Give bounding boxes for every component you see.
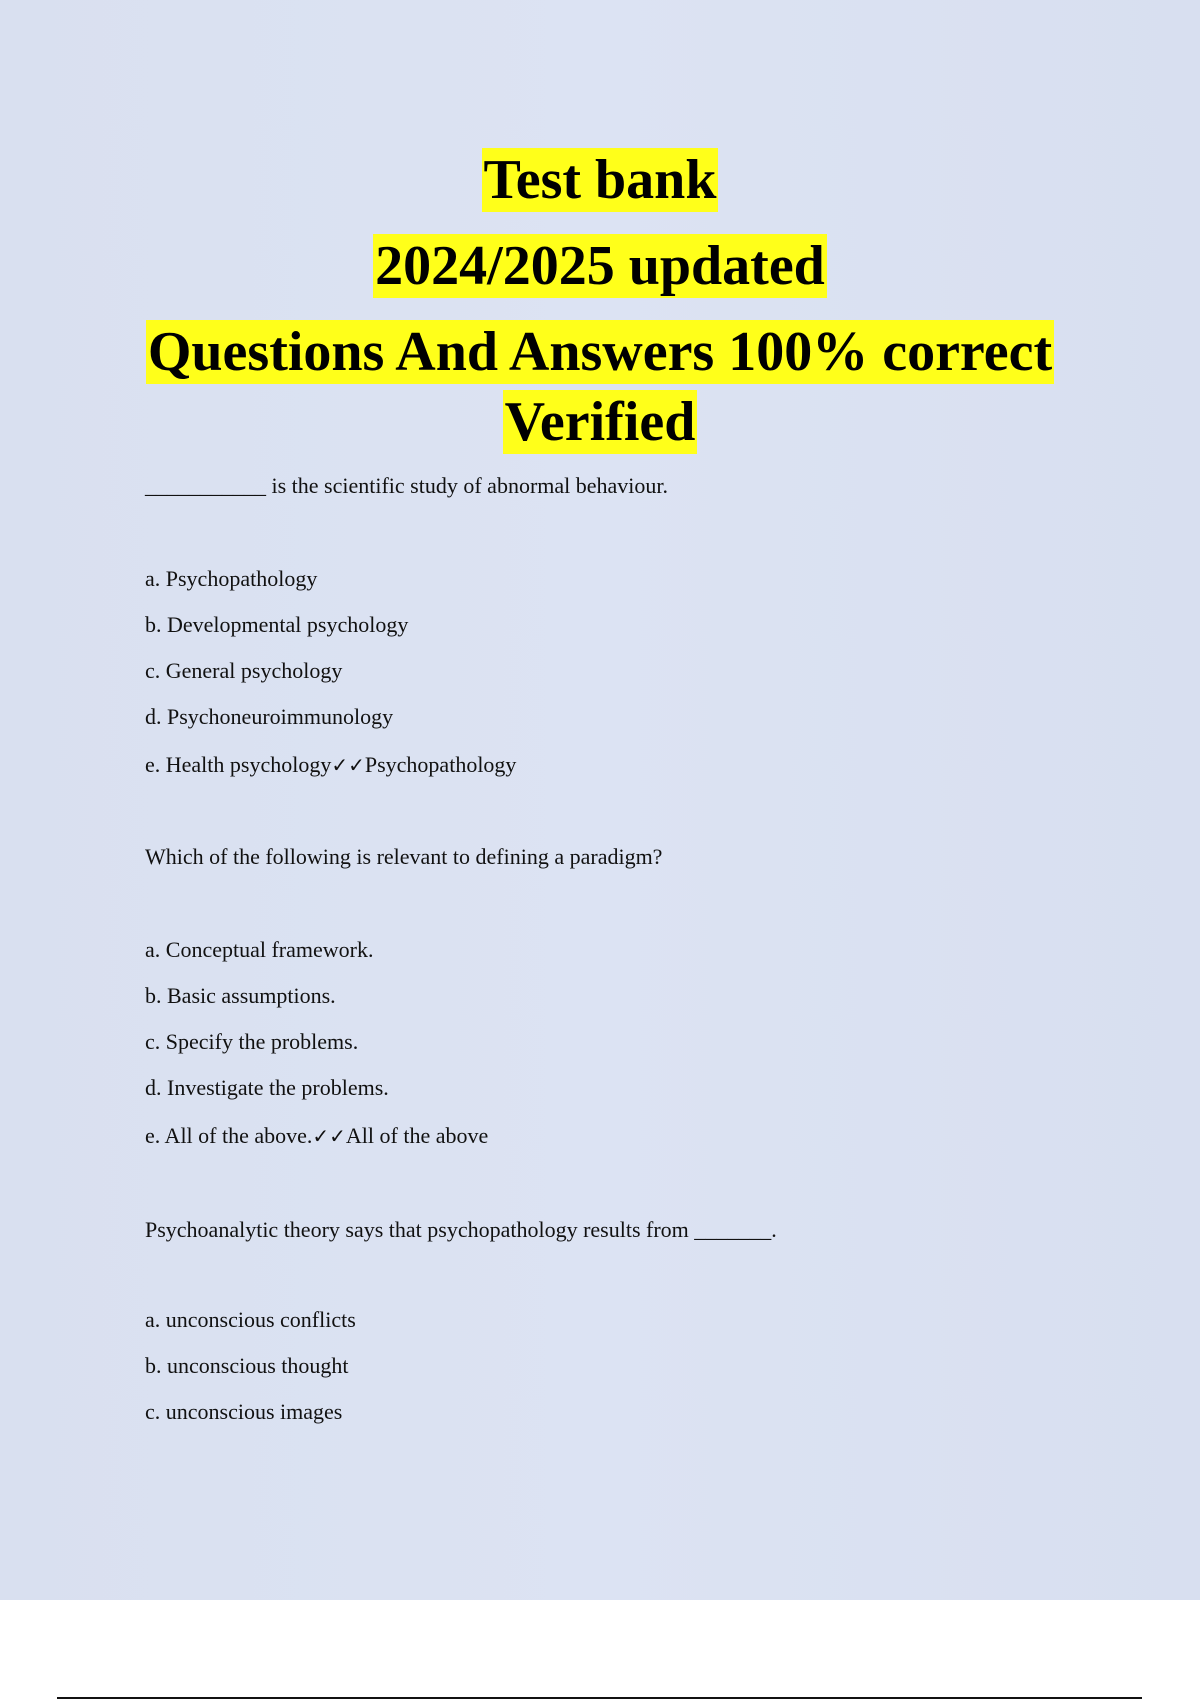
answer-option: b. Developmental psychology	[145, 612, 409, 637]
question-block	[145, 472, 1105, 779]
document-title	[0, 148, 1200, 476]
question-block	[145, 1216, 1105, 1426]
correct-answer: All of the above	[345, 1123, 489, 1148]
answer-option-with-answer	[145, 1122, 1105, 1150]
question-prompt: Psychoanalytic theory says that psychopathology results from _______.	[145, 1217, 777, 1242]
question-prompt: ___________ is the scientific study of abnormal behaviour.	[145, 473, 669, 498]
title-line: Test bank	[483, 149, 717, 211]
answer-option: a. unconscious conflicts	[145, 1307, 356, 1332]
question-block	[145, 843, 1105, 1150]
checkmark-icon: ✓✓	[331, 753, 365, 777]
question-list	[145, 472, 1105, 1426]
answer-option: d. Investigate the problems.	[145, 1075, 389, 1100]
title-line: Verified	[504, 391, 696, 453]
footer-divider	[57, 1697, 1142, 1699]
title-line: 2024/2025 updated	[375, 235, 825, 297]
answer-option: c. unconscious images	[145, 1399, 343, 1424]
answer-option: a. Conceptual framework.	[145, 937, 374, 962]
answer-option: b. unconscious thought	[145, 1353, 349, 1378]
answer-option: c. Specify the problems.	[145, 1029, 359, 1054]
answer-option-with-answer	[145, 751, 1105, 779]
answer-option: e. All of the above.	[145, 1123, 313, 1148]
answer-option: d. Psychoneuroimmunology	[145, 704, 394, 729]
answer-option: e. Health psychology	[145, 752, 332, 777]
checkmark-icon: ✓✓	[312, 1124, 346, 1148]
question-prompt: Which of the following is relevant to defining a paradigm?	[145, 844, 663, 869]
correct-answer: Psychopathology	[364, 752, 517, 777]
title-line: Questions And Answers 100% correct	[147, 321, 1053, 383]
answer-option: b. Basic assumptions.	[145, 983, 336, 1008]
answer-option: a. Psychopathology	[145, 566, 318, 591]
answer-option: c. General psychology	[145, 658, 343, 683]
